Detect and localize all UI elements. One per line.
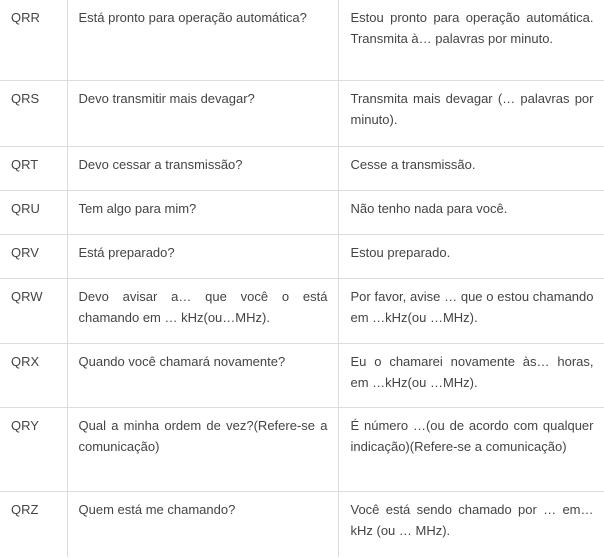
table-row bbox=[0, 146, 604, 190]
q-code-cell: QRR bbox=[0, 0, 67, 80]
q-code-cell: QRY bbox=[0, 407, 67, 491]
table-row bbox=[0, 80, 604, 146]
question-cell: Está preparado? bbox=[67, 234, 338, 278]
answer-cell: É número …(ou de acordo com qualquer indicação)(Refere-se a comunicação) bbox=[338, 407, 604, 491]
answer-cell: Estou preparado. bbox=[338, 234, 604, 278]
question-cell: Devo cessar a transmissão? bbox=[67, 146, 338, 190]
table-row bbox=[0, 190, 604, 234]
answer-cell: Estou pronto para operação automática. Transmita à… palavras por minuto. bbox=[338, 0, 604, 80]
question-cell: Qual a minha ordem de vez?(Refere-se a comunicação) bbox=[67, 407, 338, 491]
question-cell: Devo transmitir mais devagar? bbox=[67, 80, 338, 146]
q-code-cell: QRT bbox=[0, 146, 67, 190]
answer-cell: Você está sendo chamado por … em… kHz (ou … MHz). bbox=[338, 491, 604, 557]
table-row bbox=[0, 491, 604, 557]
q-code-cell: QRS bbox=[0, 80, 67, 146]
answer-cell: Cesse a transmissão. bbox=[338, 146, 604, 190]
question-cell: Quem está me chamando? bbox=[67, 491, 338, 557]
question-cell: Está pronto para operação automática? bbox=[67, 0, 338, 80]
q-code-cell: QRX bbox=[0, 343, 67, 407]
question-cell: Tem algo para mim? bbox=[67, 190, 338, 234]
answer-cell: Transmita mais devagar (… palavras por minuto). bbox=[338, 80, 604, 146]
table-row bbox=[0, 234, 604, 278]
q-code-cell: QRV bbox=[0, 234, 67, 278]
answer-cell: Por favor, avise … que o estou chamando em …kHz(ou …MHz). bbox=[338, 278, 604, 343]
q-code-cell: QRU bbox=[0, 190, 67, 234]
table-row bbox=[0, 343, 604, 407]
q-code-cell: QRW bbox=[0, 278, 67, 343]
answer-cell: Eu o chamarei novamente às… horas, em …kHz(ou …MHz). bbox=[338, 343, 604, 407]
answer-cell: Não tenho nada para você. bbox=[338, 190, 604, 234]
question-cell: Quando você chamará novamente? bbox=[67, 343, 338, 407]
table-row bbox=[0, 407, 604, 491]
question-cell: Devo avisar a… que você o está chamando em … kHz(ou…MHz). bbox=[67, 278, 338, 343]
q-code-cell: QRZ bbox=[0, 491, 67, 557]
table-row bbox=[0, 0, 604, 80]
table-row bbox=[0, 278, 604, 343]
